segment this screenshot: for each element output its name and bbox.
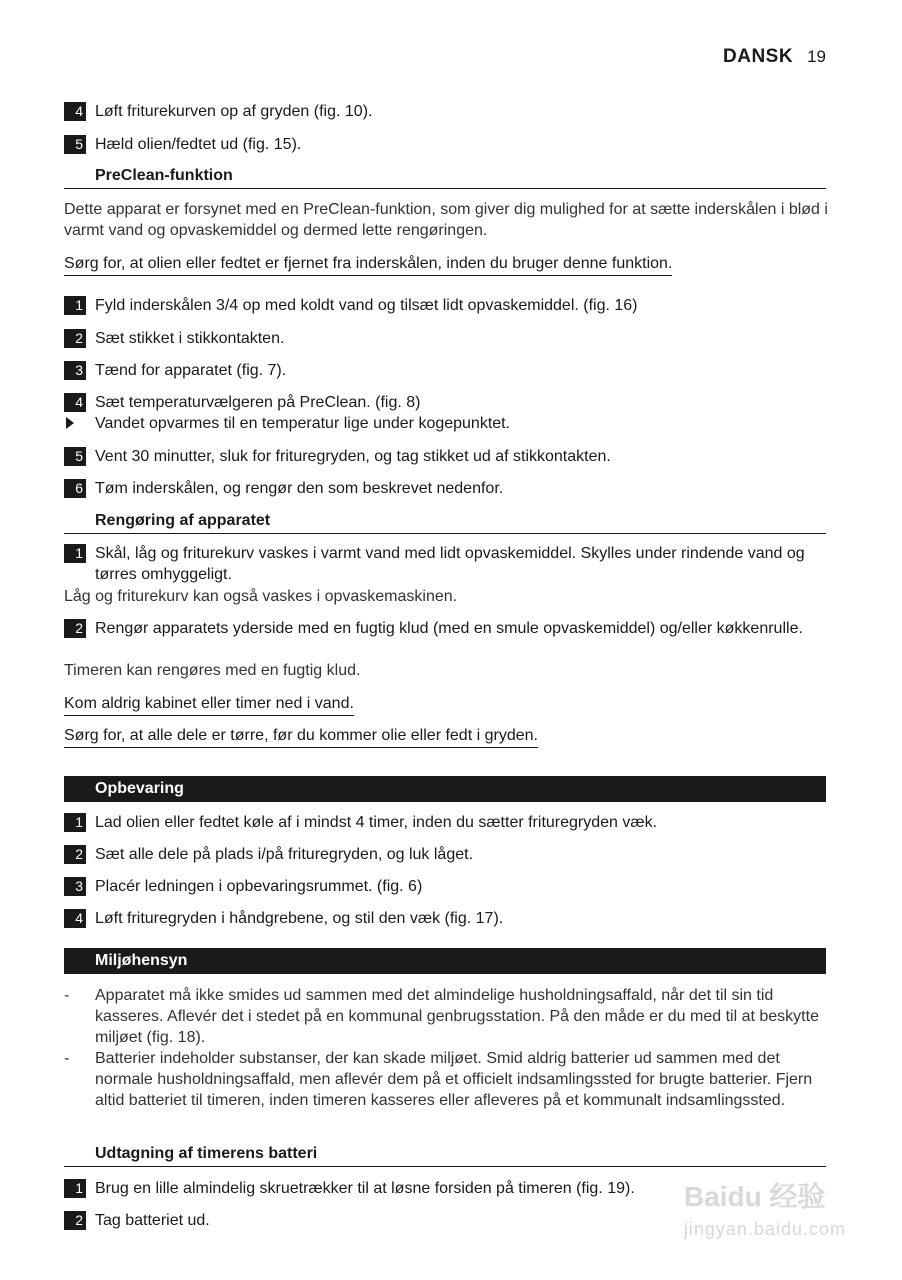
step-text: Fyld inderskålen 3/4 op med koldt vand og tilsæt lidt opvaskemiddel. (fig. 16) <box>95 297 638 314</box>
step-lift-basket <box>64 101 828 122</box>
environment-bullet <box>64 1048 828 1111</box>
result-arrow-icon <box>66 417 74 429</box>
bullet-marker: - <box>64 1050 70 1067</box>
step-text: Vent 30 minutter, sluk for frituregryden, og tag stikket ud af stikkontakten. <box>95 448 611 465</box>
step-number: 1 <box>64 544 86 563</box>
step-number: 2 <box>64 845 86 864</box>
step-number: 1 <box>64 296 86 315</box>
step-text: Løft frituregryden i håndgrebene, og stil den væk (fig. 17). <box>95 910 504 927</box>
storage-step <box>64 812 828 833</box>
bullet-text: Batterier indeholder substanser, der kan skade miljøet. Smid aldrig batterier ud sammen med det normale husholdningsaffald, men aflevér dem på et officielt indsamlingssted for brugte batterier. Fjern altid batteriet til timeren, inden timeren kasseres eller afleveres på et kommunalt indsamlingssted. <box>95 1050 813 1109</box>
step-number: 3 <box>64 877 86 896</box>
storage-step <box>64 908 828 929</box>
preclean-step <box>64 328 828 349</box>
step-text: Skål, låg og friturekurv vaskes i varmt vand med lidt opvaskemiddel. Skylles under rindende vand og tørres omhyggeligt. <box>95 545 805 583</box>
step-number: 4 <box>64 102 86 121</box>
cleaning-warning: Sørg for, at alle dele er tørre, før du kommer olie eller fedt i gryden. <box>64 725 538 748</box>
step-text: Brug en lille almindelig skruetrækker til at løsne forsiden på timeren (fig. 19). <box>95 1180 635 1197</box>
preclean-warning: Sørg for, at olien eller fedtet er fjernet fra inderskålen, inden du bruger denne funktion. <box>64 253 672 276</box>
step-text: Placér ledningen i opbevaringsrummet. (fig. 6) <box>95 878 423 895</box>
step-text: Løft friturekurven op af gryden (fig. 10). <box>95 103 373 120</box>
section-heading-preclean: PreClean-funktion <box>64 166 826 189</box>
step-number: 2 <box>64 329 86 348</box>
section-heading-storage: Opbevaring <box>64 776 826 802</box>
preclean-step <box>64 295 828 316</box>
step-number: 2 <box>64 619 86 638</box>
step-text: Sæt alle dele på plads i/på frituregryden, og luk låget. <box>95 846 474 863</box>
cleaning-step <box>64 543 828 585</box>
step-number: 4 <box>64 909 86 928</box>
environment-bullet <box>64 985 828 1048</box>
step-number: 1 <box>64 1179 86 1198</box>
preclean-intro: Dette apparat er forsynet med en PreClean-funktion, som giver dig mulighed for at sætte inderskålen i blød i varmt vand og opvaskemiddel og dermed lette rengøringen. <box>64 201 828 239</box>
step-number: 3 <box>64 361 86 380</box>
step-text: Lad olien eller fedtet køle af i mindst 4 timer, inden du sætter frituregryden væk. <box>95 814 658 831</box>
step-text: Sæt temperaturvælgeren på PreClean. (fig. 8) <box>95 394 421 411</box>
step-number: 6 <box>64 479 86 498</box>
section-heading-environment: Miljøhensyn <box>64 948 826 974</box>
result-text: Vandet opvarmes til en temperatur lige under kogepunktet. <box>95 415 511 432</box>
preclean-step <box>64 392 828 413</box>
step-text: Hæld olien/fedtet ud (fig. 15). <box>95 136 302 153</box>
storage-step <box>64 844 828 865</box>
watermark-url: jingyan.baidu.com <box>683 1219 846 1239</box>
page-header <box>723 46 826 68</box>
bullet-marker: - <box>64 987 70 1004</box>
page-number: 19 <box>807 47 826 66</box>
section-heading-battery: Udtagning af timerens batteri <box>64 1144 826 1167</box>
step-text: Tøm inderskålen, og rengør den som beskrevet nedenfor. <box>95 480 504 497</box>
step-text: Tænd for apparatet (fig. 7). <box>95 362 287 379</box>
preclean-step <box>64 478 828 499</box>
step-number: 5 <box>64 135 86 154</box>
storage-step <box>64 876 828 897</box>
baidu-watermark <box>684 1175 846 1240</box>
cleaning-note: Låg og friturekurv kan også vaskes i opvaskemaskinen. <box>64 588 458 605</box>
preclean-step <box>64 360 828 381</box>
cleaning-warning: Kom aldrig kabinet eller timer ned i vand. <box>64 693 354 716</box>
step-number: 2 <box>64 1211 86 1230</box>
step-text: Sæt stikket i stikkontakten. <box>95 330 285 347</box>
step-number: 5 <box>64 447 86 466</box>
bullet-text: Apparatet må ikke smides ud sammen med det almindelige husholdningsaffald, når det til sin tid kasseres. Aflevér det i stedet på en kommunal genbrugsstation. På den måde er du med til at beskytte miljøet (fig. 18). <box>95 987 819 1046</box>
step-number: 4 <box>64 393 86 412</box>
language-label: DANSK <box>723 46 794 67</box>
preclean-step <box>64 446 828 467</box>
section-heading-cleaning: Rengøring af apparatet <box>64 511 826 534</box>
step-text: Tag batteriet ud. <box>95 1212 210 1229</box>
cleaning-note: Timeren kan rengøres med en fugtig klud. <box>64 662 361 679</box>
preclean-result <box>64 413 510 434</box>
step-number: 1 <box>64 813 86 832</box>
step-text: Rengør apparatets yderside med en fugtig klud (med en smule opvaskemiddel) og/eller køkkenrulle. <box>95 620 803 637</box>
step-pour-oil <box>64 134 828 155</box>
watermark-brand: Baidu 经验 <box>683 1181 826 1212</box>
cleaning-step <box>64 618 828 639</box>
